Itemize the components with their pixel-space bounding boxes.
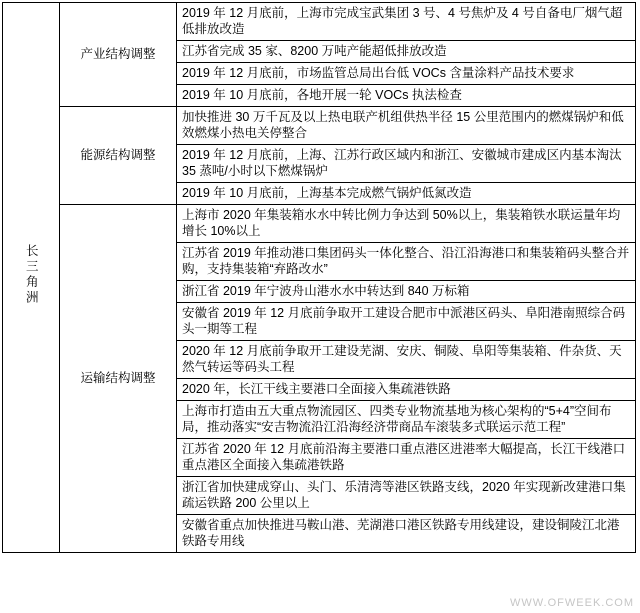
measure-text: 江苏省 2020 年 12 月底前沿海主要港口重点港区进港率大幅提高，长江干线港口重点港区全面接入集疏港铁路 (177, 439, 636, 477)
watermark: WWW.OFWEEK.COM (510, 597, 634, 609)
measure-text: 2019 年 12 月底前，上海、江苏行政区域内和浙江、安徽城市建成区内基本淘汰 35 蒸吨/小时以下燃煤锅炉 (177, 145, 636, 183)
region-label: 长三角洲 (24, 244, 39, 306)
measure-text: 2019 年 12 月底前，上海市完成宝武集团 3 号、4 号焦炉及 4 号自备电厂烟气超低排放改造 (177, 3, 636, 41)
measure-text: 江苏省 2019 年推动港口集团码头一体化整合、沿江沿海港口和集装箱码头整合并购，支持集装箱“弃路改水” (177, 243, 636, 281)
measure-text: 2019 年 10 月底前，各地开展一轮 VOCs 执法检查 (177, 85, 636, 107)
measure-text: 江苏省完成 35 家、8200 万吨产能超低排放改造 (177, 41, 636, 63)
category-cell-industrial: 产业结构调整 (60, 3, 177, 107)
table-body (3, 3, 636, 553)
region-cell (3, 3, 60, 553)
measure-text: 上海市打造由五大重点物流园区、四类专业物流基地为核心架构的“5+4”空间布局，推动落实“安吉物流沿江沿海经济带商品车滚装多式联运示范工程” (177, 401, 636, 439)
measure-text: 2020 年 12 月底前争取开工建设芜湖、安庆、铜陵、阜阳等集装箱、件杂货、天然气转运等码头工程 (177, 341, 636, 379)
measure-text: 2020 年，长江干线主要港口全面接入集疏港铁路 (177, 379, 636, 401)
table-row (3, 107, 636, 145)
category-cell-transport: 运输结构调整 (60, 205, 177, 553)
measure-text: 浙江省 2019 年宁波舟山港水水中转达到 840 万标箱 (177, 281, 636, 303)
measure-text: 浙江省加快建成穿山、头门、乐清湾等港区铁路支线，2020 年实现新改建港口集疏运铁路 200 公里以上 (177, 477, 636, 515)
table-row (3, 3, 636, 41)
measure-text: 上海市 2020 年集装箱水水中转比例力争达到 50%以上，集装箱铁水联运量年均增长 10%以上 (177, 205, 636, 243)
category-cell-energy: 能源结构调整 (60, 107, 177, 205)
measure-text: 2019 年 10 月底前，上海基本完成燃气锅炉低氮改造 (177, 183, 636, 205)
measure-text: 2019 年 12 月底前，市场监管总局出台低 VOCs 含量涂料产品技术要求 (177, 63, 636, 85)
policy-table (2, 2, 636, 553)
measure-text: 安徽省 2019 年 12 月底前争取开工建设合肥市中派港区码头、阜阳港南照综合码头一期等工程 (177, 303, 636, 341)
table-row (3, 205, 636, 243)
measure-text: 加快推进 30 万千瓦及以上热电联产机组供热半径 15 公里范围内的燃煤锅炉和低效燃煤小热电关停整合 (177, 107, 636, 145)
measure-text: 安徽省重点加快推进马鞍山港、芜湖港口港区铁路专用线建设，建设铜陵江北港铁路专用线 (177, 515, 636, 553)
